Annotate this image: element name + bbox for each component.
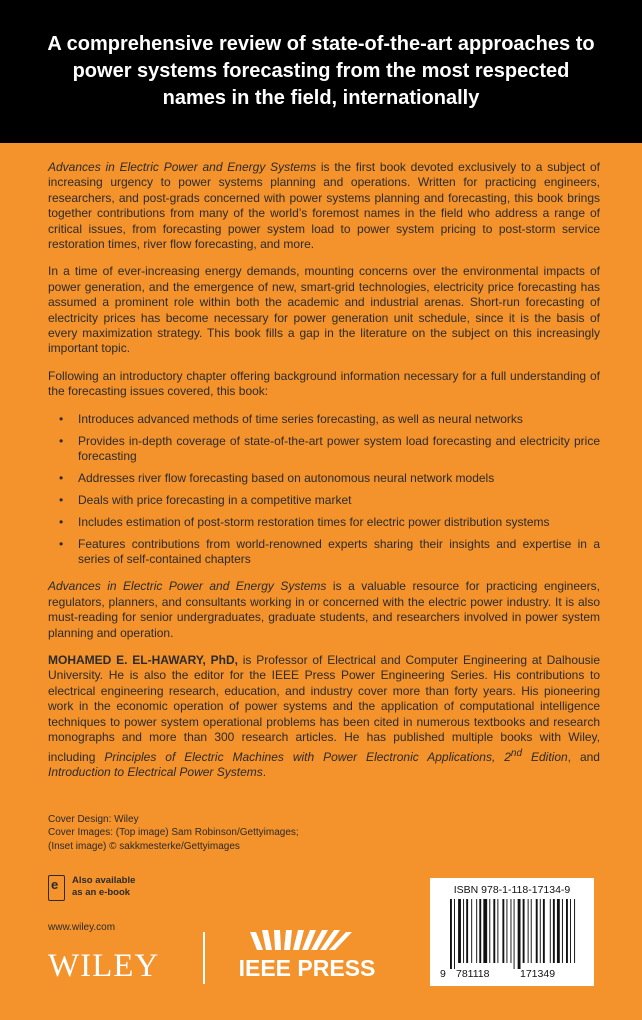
barcode: [438, 899, 586, 981]
logo-divider: [203, 932, 205, 984]
book-title-italic: Advances in Electric Power and Energy Systems: [48, 579, 327, 594]
barcode-digit-first: 9: [440, 968, 446, 980]
bullet-icon: •: [59, 470, 64, 485]
ieee-press-logo: [232, 930, 382, 986]
list-item: • Includes estimation of post-storm restoration times for electric power distribution systems: [59, 514, 550, 529]
list-item: • Deals with price forecasting in a competitive market: [59, 492, 352, 507]
audience-paragraph: Advances in Electric Power and Energy Systems is a valuable resource for practicing engineers, regulators, planners, and consultants working in or concerned with the electric power industry. It is also must-reading for senior undergraduates, graduate students, and researchers involved in power system planning and operation.: [48, 579, 601, 640]
ebook-notice: e Also available as an e-book: [48, 875, 135, 901]
author-bio: MOHAMED E. EL-HAWARY, PhD, is Professor of Electrical and Computer Engineering at Dalhousie University. He is also the editor for the IEEE Press Power Engineering Series. His contributions to electrical engineering research, education, and industry cover more than forty years. His pioneering work in the economic operation of power systems and the application of computational intelligence techniques to power system operational problems has been cited in numerous textbooks and research monographs and more than 300 research articles. He has published multiple books with Wiley, including Principles of Electric Machines with Power Electronic Applications, 2nd Edition, and Introduction to Electrical Power Systems.: [48, 653, 601, 779]
lead-in-paragraph: Following an introductory chapter offering background information necessary for a full understanding of the forecasting issues covered, this book:: [48, 368, 600, 399]
book-title-italic: Introduction to Electrical Power Systems: [48, 764, 263, 779]
isbn-label: ISBN 978-1-118-17134-9: [453, 884, 571, 896]
author-name: MOHAMED E. EL-HAWARY, PhD,: [48, 653, 238, 668]
barcode-bars: [450, 899, 575, 969]
back-cover-description: [48, 160, 600, 792]
headline: A comprehensive review of state-of-the-art approaches to power systems forecasting from the most respected names in the field, internationally: [47, 33, 595, 109]
bullet-icon: •: [59, 536, 64, 551]
list-item: • Provides in-depth coverage of state-of-the-art power system load forecasting and electricity price forecasting: [59, 433, 600, 463]
ieee-rays-icon: [250, 930, 352, 950]
context-paragraph: In a time of ever-increasing energy demands, mounting concerns over the environmental impacts of power generation, and the emergence of new, smart-grid technologies, electricity price forecasting has assumed a prominent role within both the academic and industrial arenas. Short-run forecasting of electricity prices has become necessary for power generation unit schedule, since it is the basis of every maximization strategy. This book fills a gap in the literature on the subject on this increasingly important topic.: [48, 264, 600, 356]
barcode-digits-right: 171349: [520, 968, 556, 980]
intro-paragraph: Advances in Electric Power and Energy Systems is the first book devoted exclusively to a subject of increasing urgency to power systems planning and operations. Written for practicing engineers, researchers, and post-grads concerned with power systems planning and forecasting, this book brings together contributions from many of the world’s foremost names in the field who address a range of critical issues, from forecasting power system load to power system pricing to post-storm service restoration times, river flow forecasting, and more.: [48, 160, 600, 252]
cover-credits: Cover Design: Wiley Cover Images: (Top image) Sam Robinson/Gettyimages; (Inset image) © sakkmesterke/Gettyimages: [48, 814, 299, 852]
barcode-digits-left: 781118: [456, 968, 490, 980]
ieee-press-text: IEEE PRESS: [238, 955, 376, 981]
book-title-italic: Advances in Electric Power and Energy Systems: [48, 160, 317, 174]
list-item: • Addresses river flow forecasting based on autonomous neural network models: [59, 470, 495, 485]
book-title-italic: Principles of Electric Machines with Power Electronic Applications, 2nd Edition: [104, 747, 568, 764]
isbn-barcode-panel: [430, 878, 594, 986]
bullet-icon: •: [59, 411, 64, 426]
feature-list: [48, 412, 600, 568]
top-banner: [0, 0, 642, 143]
ebook-icon: e: [48, 875, 65, 901]
bullet-icon: •: [59, 433, 64, 448]
list-item: • Features contributions from world-renowned experts sharing their insights and expertise in a series of self-contained chapters: [59, 536, 600, 567]
bullet-icon: •: [59, 514, 64, 529]
bullet-icon: •: [59, 492, 64, 507]
list-item: • Introduces advanced methods of time series forecasting, as well as neural networks: [59, 411, 523, 426]
wiley-logo: WILEY: [48, 948, 160, 984]
website-link[interactable]: www.wiley.com: [48, 922, 116, 933]
